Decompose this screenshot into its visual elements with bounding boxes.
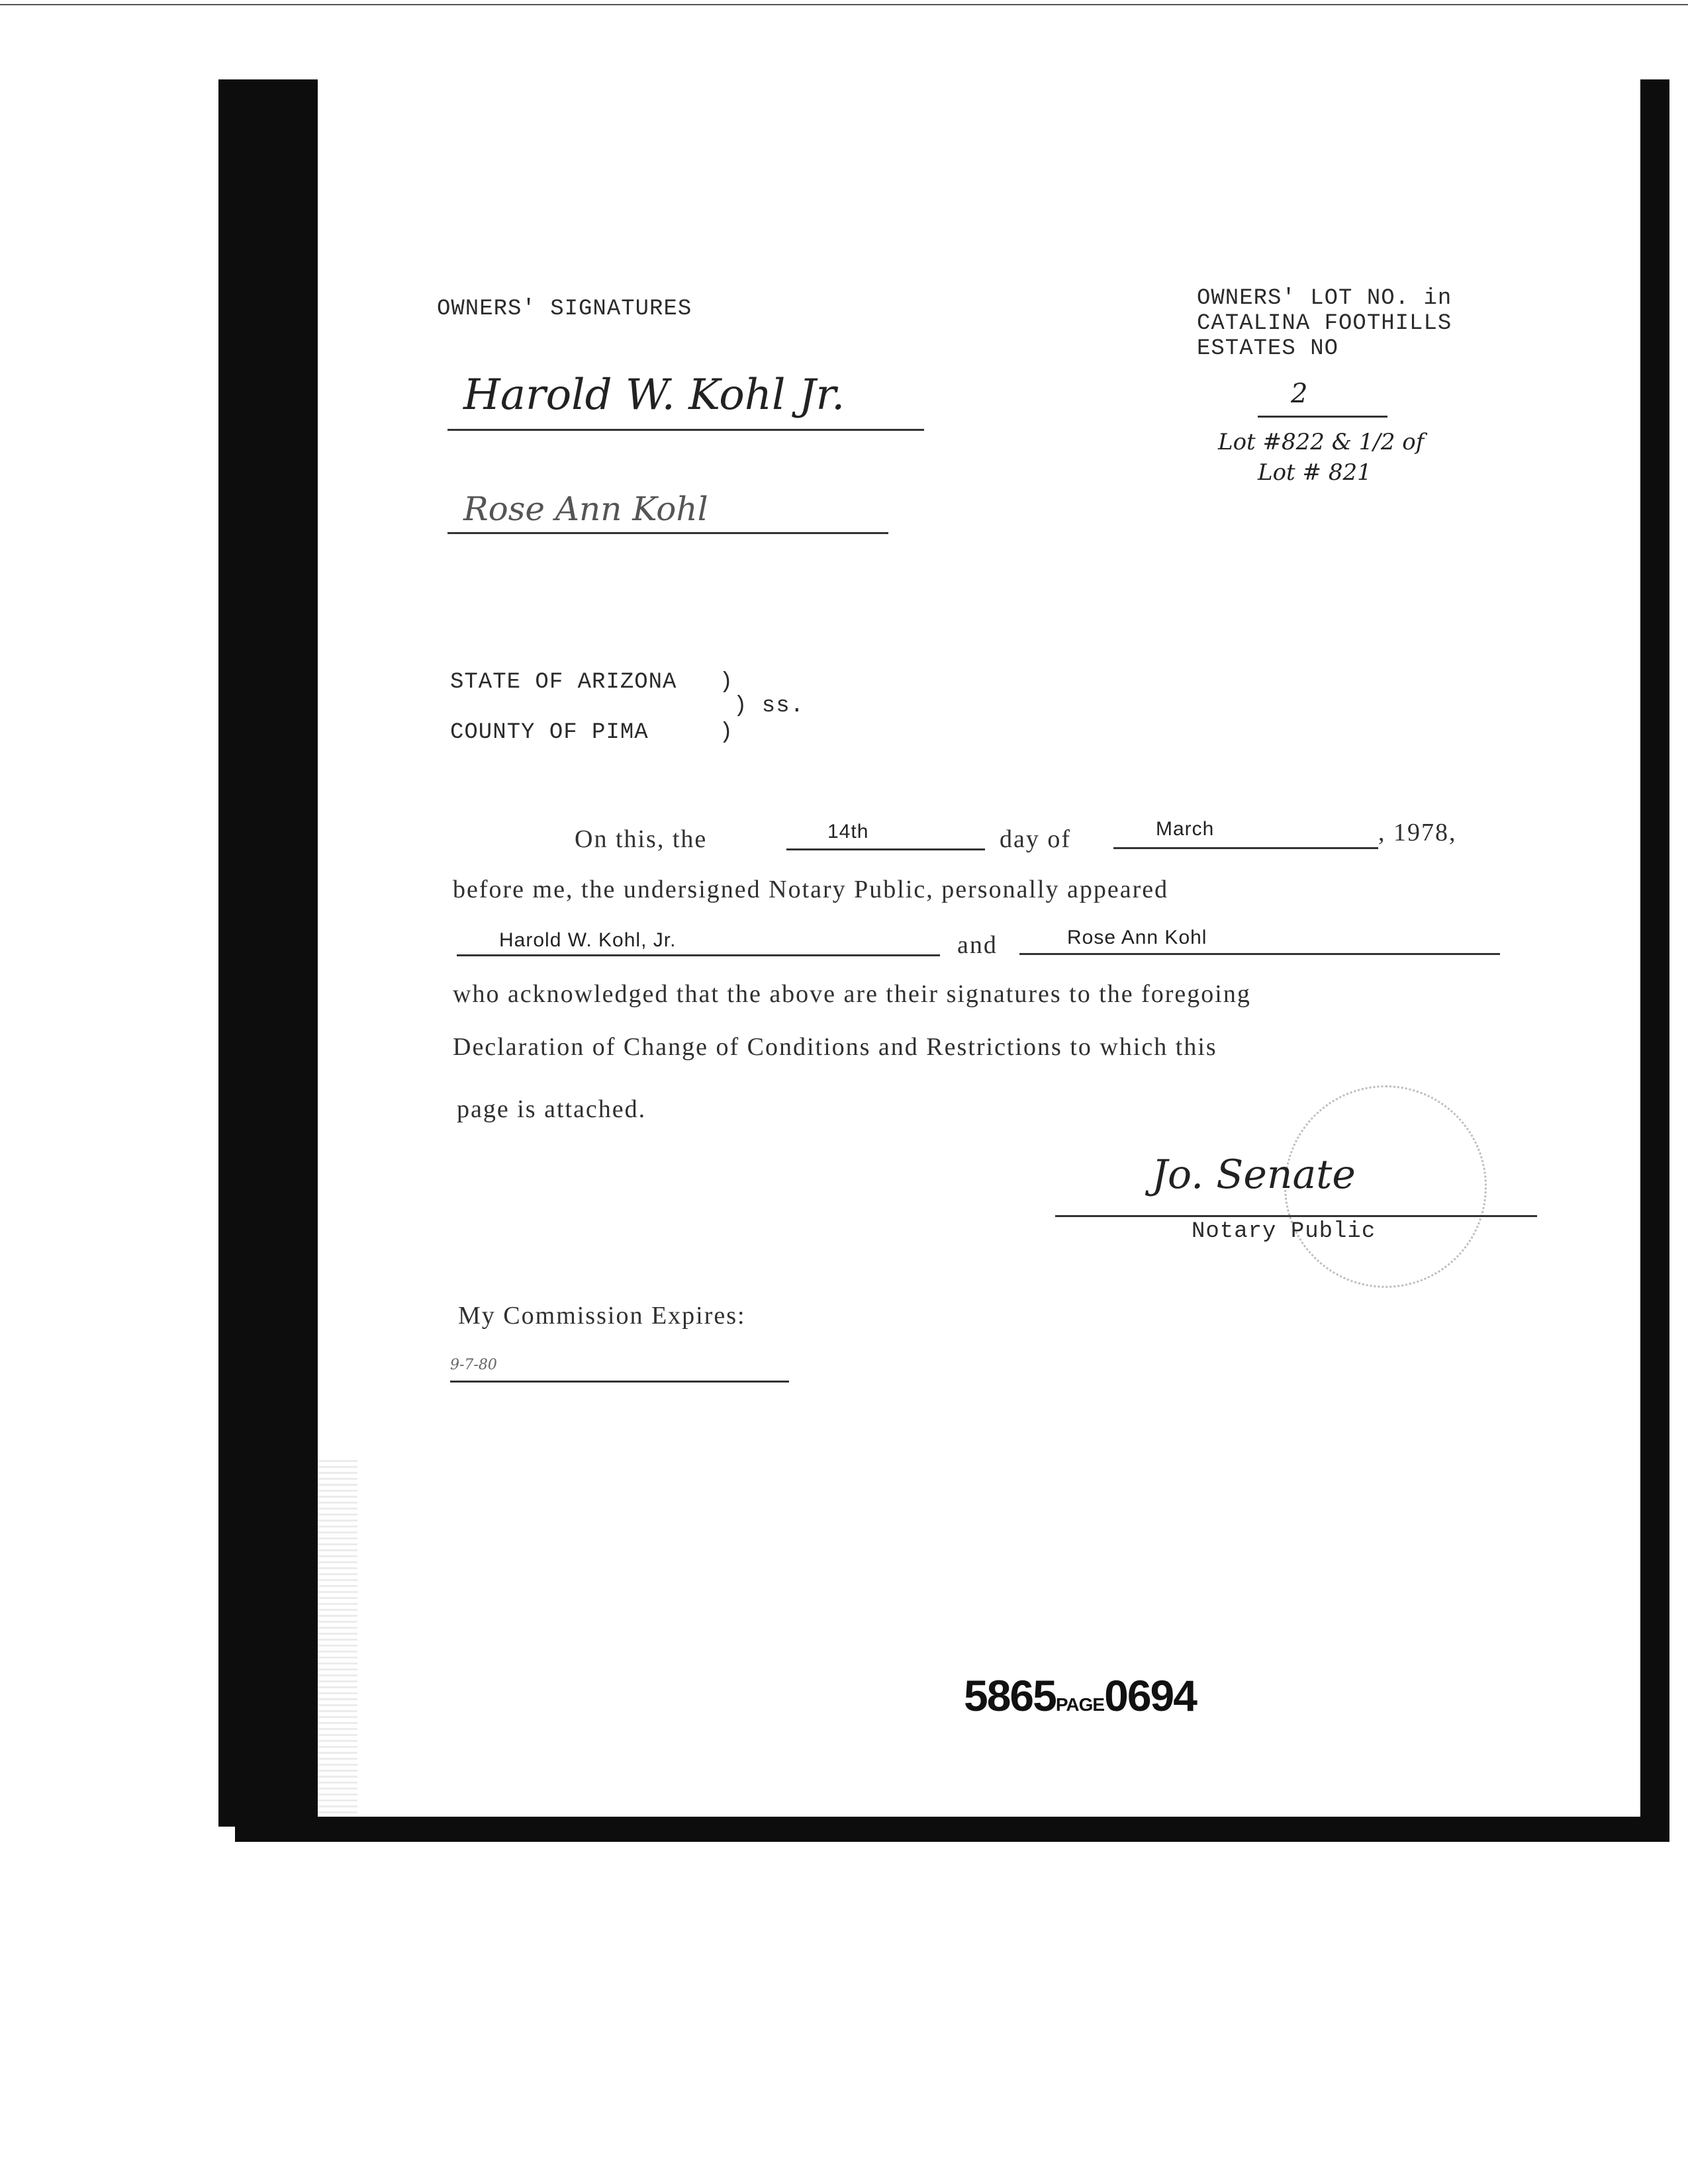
- commission-line: [450, 1381, 789, 1383]
- scan-top-edge: [0, 4, 1688, 5]
- state-line: STATE OF ARIZONA ): [450, 670, 734, 695]
- ack-person-2: Rose Ann Kohl: [1067, 927, 1207, 948]
- county-line: COUNTY OF PIMA ): [450, 720, 734, 745]
- record-docket: 5865: [964, 1671, 1056, 1720]
- owners-lot-label-line1: OWNERS' LOT NO. in: [1197, 286, 1452, 311]
- notary-signature: Jo. Senate: [1152, 1152, 1356, 1198]
- ack-line4: who acknowledged that the above are their signatures to the foregoing: [453, 980, 1251, 1008]
- ack-person-2-line: [1019, 953, 1500, 955]
- commission-value: 9-7-80: [450, 1357, 497, 1373]
- ack-month: March: [1156, 818, 1215, 840]
- owners-lot-label-line2: CATALINA FOOTHILLS: [1197, 311, 1452, 336]
- scan-noise: [318, 1456, 357, 1813]
- record-page: 0694: [1104, 1671, 1196, 1720]
- owner-2-signature-line: [447, 532, 888, 534]
- scan-right-border: [1640, 79, 1669, 1840]
- ss-line: ) ss.: [733, 694, 805, 719]
- ack-line5: Declaration of Change of Conditions and Restrictions to which this: [453, 1033, 1217, 1061]
- ack-person-1: Harold W. Kohl, Jr.: [499, 929, 677, 951]
- owner-1-signature: Harold W. Kohl Jr.: [463, 371, 845, 420]
- notary-signature-line: [1055, 1215, 1537, 1217]
- scan-left-border: [218, 79, 318, 1827]
- ack-day: 14th: [827, 821, 869, 842]
- ack-line1-prefix: On this, the: [575, 825, 708, 853]
- ack-day-line: [786, 848, 985, 850]
- owners-lot-label-line3: ESTATES NO: [1197, 336, 1339, 361]
- ack-person-1-line: [457, 954, 940, 956]
- owner-1-signature-line: [447, 429, 924, 431]
- notary-label: Notary Public: [1192, 1219, 1376, 1244]
- ack-month-line: [1113, 847, 1378, 849]
- estates-number-line: [1258, 416, 1387, 418]
- record-stamp: [964, 1670, 1196, 1721]
- commission-label: My Commission Expires:: [458, 1302, 746, 1330]
- scan-bottom-border: [235, 1817, 1669, 1842]
- lot-note-line2: Lot # 821: [1258, 459, 1372, 486]
- estates-number: 2: [1291, 379, 1308, 409]
- owner-2-signature: Rose Ann Kohl: [463, 490, 708, 528]
- ack-line6: page is attached.: [457, 1095, 647, 1123]
- ack-line1-mid: day of: [1000, 825, 1072, 853]
- ack-year: , 1978,: [1378, 819, 1457, 846]
- owners-signatures-label: OWNERS' SIGNATURES: [437, 296, 692, 322]
- lot-note-line1: Lot #822 & 1/2 of: [1218, 429, 1425, 455]
- ack-line2: before me, the undersigned Notary Public, personally appeared: [453, 876, 1169, 903]
- record-page-label: PAGE: [1055, 1694, 1105, 1715]
- ack-and-label: and: [957, 931, 998, 959]
